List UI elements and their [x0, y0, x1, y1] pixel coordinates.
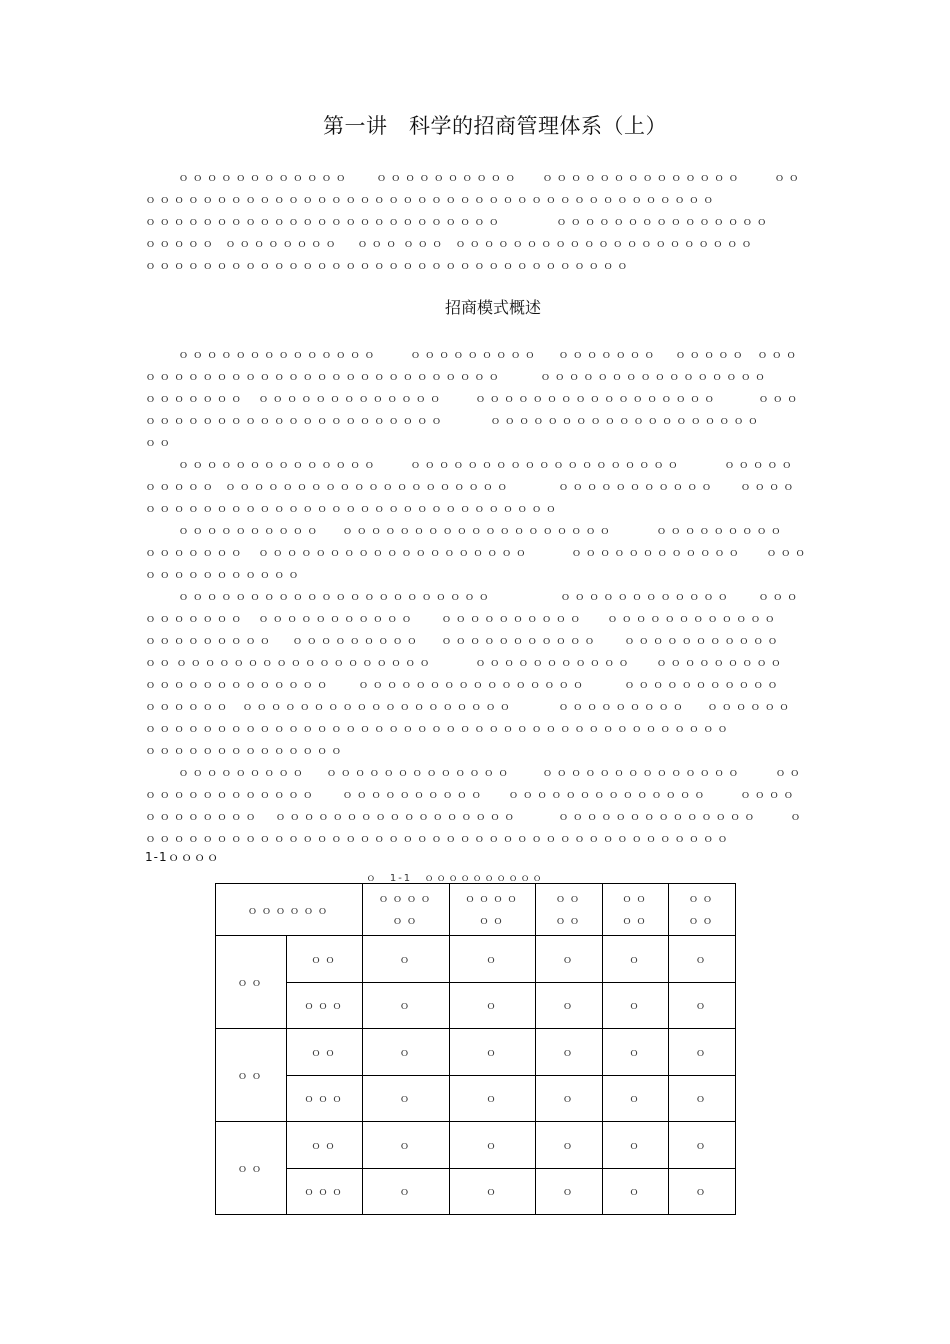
text-line: ｏｏｏｏｏｏｏｏｏｏｏｏｏｏｏｏｏｏｏ	[490, 414, 762, 427]
row-group-label: ｏｏ	[216, 1029, 287, 1122]
table-cell: ｏ	[363, 1122, 450, 1169]
text-line: ｏｏｏ	[766, 546, 809, 559]
table-cell: ｏ	[363, 1029, 450, 1076]
data-table	[215, 883, 736, 1215]
table-cell: ｏ	[450, 1029, 536, 1076]
text-line: ｏｏｏｏｏｏｏｏｏｏｏｏｏｏ	[178, 348, 379, 361]
text-line: ｏｏｏｏｏｏｏｏｏｏｏ	[475, 656, 633, 669]
text-line: ｏｏｏｏｏｏｏｏｏｏｏｏｏｏ	[542, 171, 743, 184]
text-line: ｏｏｏｏｏｏｏｏｏｏｏｏｏｏ	[178, 458, 379, 471]
table-cell: ｏ	[536, 936, 603, 983]
table-cell: ｏ	[669, 1122, 736, 1169]
text-line: ｏｏｏｏｏｏｏｏｏｏｏ	[145, 568, 303, 581]
text-line: ｏｏｏｏｏｏｏｏｏ	[145, 634, 274, 647]
section-heading: 招商模式概述	[444, 298, 541, 317]
column-header	[363, 884, 450, 936]
text-line: ｏｏ	[774, 171, 803, 184]
text-line: ｏｏ	[145, 436, 174, 449]
text-line: ｏｏｏｏｏｏｏｏｏｏｏｏｏｏ	[145, 744, 346, 757]
table-cell: ｏ	[536, 1075, 603, 1122]
text-line: ｏｏｏ	[758, 590, 801, 603]
table-cell: ｏ	[450, 1122, 536, 1169]
text-line: ｏｏｏｏｏｏｏｏｏｏｏｏｏｏｏｏｏｏｏｏ	[225, 480, 511, 493]
column-header-line: ｏｏｏｏ	[464, 891, 521, 905]
text-line: ｏｏｏｏｏｏｏｏｏｏｏｏｏ	[145, 678, 331, 691]
text-line: ｏｏｏｏｏｏｏｏ	[145, 810, 260, 823]
text-line: ｏｏｏｏｏｏｏｏｏｏ	[441, 612, 584, 625]
text-line: ｏｏｏｏｏｏｏｏｏｏｏ	[258, 612, 416, 625]
text-line: ｏｏｏｏｏｏｏｏｏｏｏｏｏｏｏｏ	[358, 678, 587, 691]
table-row	[216, 1075, 736, 1122]
text-line: ｏｏｏｏｏｏｏｏｏｏｏｏｏｏｏｏｏｏｏｏｏｏｏｏｏｏｏｏｏｏｏｏｏｏ	[145, 259, 632, 272]
table-cell: ｏ	[363, 982, 450, 1029]
table-cell: ｏ	[363, 1075, 450, 1122]
text-line: ｏｏｏｏｏｏｏｏｏｏｏｏ	[145, 788, 317, 801]
text-line: ｏｏｏｏ	[740, 480, 798, 493]
table-cell: ｏ	[536, 1029, 603, 1076]
table-row	[216, 936, 736, 983]
text-line: ｏｏｏｏｏｏｏｏｏｏｏｏｏｏｏ	[556, 215, 771, 228]
text-line: ｏｏｏｏｏｏｏ	[145, 546, 246, 559]
table-cell: ｏ	[603, 936, 669, 983]
text-line: ｏｏｏｏｏｏｏｏｏ	[292, 634, 421, 647]
table-cell: ｏ	[450, 1168, 536, 1215]
column-header-line: ｏｏｏｏ	[378, 891, 434, 905]
row-label: ｏｏｏ	[287, 1075, 363, 1122]
text-line: ｏｏｏｏｏｏｏｏｏｏｏｏｏｏｏｏｏｏｏｏｏｏｏｏｏｏｏｏｏｏｏｏｏｏｏｏｏｏｏｏｏ	[145, 832, 732, 845]
text-line: ｏｏｏｏｏ	[675, 348, 747, 361]
text-line: ｏｏｏｏｏｏｏｏｏｏｏｏｏｏｏｏｏｏｏｏｏｏｏｏｏ	[145, 370, 503, 383]
text-line: ｏｏｏｏｏｏｏｏｏｏｏｏ	[571, 546, 743, 559]
text-line: ｏｏｏｏｏｏｏｏｏｏｏｏｏｏｏｏｏ	[475, 392, 719, 405]
row-group-label: ｏｏ	[216, 1122, 287, 1215]
text-line: ｏｏｏｏｏｏｏｏｏｏｏｏｏｏｏｏｏｏｏ	[342, 524, 614, 537]
text-line: ｏｏｏ	[757, 348, 800, 361]
text-line: ｏｏｏｏｏｏｏｏｏｏ	[342, 788, 485, 801]
text-line: ｏｏｏｏｏｏｏｏｏｏｏｏｏｏｏｏｏｏｏｏｏｏｏｏｏｏｏｏｏ	[145, 502, 560, 515]
text-line: ｏｏｏｏｏｏｏｏｏｏｏｏｏｏｏｏｏｏｏｏｏｏｏｏｏｏｏｏｏｏｏｏｏｏｏｏｏｏｏｏｏ	[145, 722, 732, 735]
text-line: ｏｏｏｏｏｏｏｏｏｏｏ	[624, 634, 782, 647]
column-header-line: ｏｏ	[478, 913, 507, 927]
figure-reference: 1-1ｏｏｏｏ	[145, 850, 220, 864]
table-cell: ｏ	[603, 1168, 669, 1215]
column-header	[536, 884, 603, 936]
page-title: 第一讲 科学的招商管理体系（上）	[323, 114, 667, 138]
table-cell: ｏ	[450, 1075, 536, 1122]
text-line: ｏｏｏｏｏｏｏｏｏｏｏ	[624, 678, 782, 691]
text-line: ｏｏｏｏｏｏｏｏｏｏｏｏｏ	[326, 766, 512, 779]
text-line: ｏｏｏｏｏｏｏｏｏｏ	[178, 524, 321, 537]
table-cell: ｏ	[536, 1122, 603, 1169]
table-caption: ｏ 1-1 ｏｏｏｏｏｏｏｏｏｏ	[365, 873, 545, 884]
text-line: ｏｏｏｏｏｏｏｏｏｏｏｏ	[607, 612, 779, 625]
text-line: ｏｏｏｏｏｏｏｏ	[225, 237, 340, 250]
text-line: ｏｏｏｏｏｏｏｏｏｏｏｏｏ	[258, 392, 444, 405]
column-header	[669, 884, 736, 936]
row-label: ｏｏｏ	[287, 982, 363, 1029]
table-cell: ｏ	[603, 1029, 669, 1076]
text-line: ｏｏｏｏｏｏｏｏｏ	[656, 524, 785, 537]
table-cell: ｏ	[603, 982, 669, 1029]
table-header-row	[216, 884, 736, 936]
text-line: ｏｏｏｏｏｏｏｏｏｏｏｏｏｏ	[558, 810, 759, 823]
text-line: ｏｏｏｏｏｏｏ	[145, 392, 246, 405]
text-line: ｏｏｏｏｏｏｏｏｏｏｏｏｏｏｏｏｏｏｏ	[258, 546, 530, 559]
row-group-label: ｏｏ	[216, 936, 287, 1029]
text-line: ｏｏｏ	[403, 237, 446, 250]
column-header-line: ｏｏ	[555, 913, 583, 927]
text-line: ｏｏｏｏｏｏｏｏｏｏｏ	[441, 634, 599, 647]
table-cell: ｏ	[603, 1122, 669, 1169]
table-cell: ｏ	[450, 982, 536, 1029]
table-row	[216, 982, 736, 1029]
table-cell: ｏ	[669, 1168, 736, 1215]
text-line: ｏｏｏ	[357, 237, 400, 250]
text-line: ｏｏｏｏｏｏｏｏｏｏｏｏ	[178, 171, 350, 184]
column-header	[603, 884, 669, 936]
column-header-line: ｏｏ	[688, 891, 716, 905]
column-header-line: ｏｏ	[555, 891, 583, 905]
text-line: ｏｏｏｏｏｏｏｏｏｏｏｏｏｏｏｏｏｏｏｏｏ	[455, 237, 756, 250]
text-line: ｏｏｏｏｏｏ	[145, 700, 231, 713]
text-line: ｏｏｏｏｏｏｏｏｏｏ	[376, 171, 519, 184]
text-line: ｏｏｏｏｏｏｏｏｏｏｏｏｏｏ	[542, 766, 743, 779]
text-line: ｏｏｏｏｏ	[145, 237, 217, 250]
row-label: ｏｏｏ	[287, 1168, 363, 1215]
table-cell: ｏ	[536, 982, 603, 1029]
text-line: ｏｏ	[775, 766, 804, 779]
column-header-line: ｏｏ	[621, 891, 650, 905]
table-row	[216, 1122, 736, 1169]
text-line: ｏｏｏｏｏｏｏｏｏｏｏｏｏｏｏｏｏ	[275, 810, 519, 823]
text-line: ｏｏｏｏｏｏｏｏｏｏｏｏ	[560, 590, 732, 603]
table-row	[216, 1168, 736, 1215]
text-line: ｏｏｏｏｏｏｏ	[558, 348, 659, 361]
table-header-group: ｏｏｏｏｏｏ	[216, 884, 363, 936]
text-line: ｏｏｏｏｏｏ	[707, 700, 793, 713]
row-label: ｏｏ	[287, 1122, 363, 1169]
table-cell: ｏ	[363, 936, 450, 983]
text-line: ｏｏｏｏｏｏｏｏｏ	[410, 348, 539, 361]
table-cell: ｏ	[669, 982, 736, 1029]
row-label: ｏｏ	[287, 936, 363, 983]
text-line: ｏｏｏｏｏｏｏｏｏｏｏｏｏｏｏｏｏｏｏｏｏｏ	[178, 590, 493, 603]
table-cell: ｏ	[669, 936, 736, 983]
table-cell: ｏ	[363, 1168, 450, 1215]
text-line: ｏ	[790, 810, 805, 823]
text-line: ｏｏｏｏｏｏｏｏｏｏｏｏｏｏ	[508, 788, 709, 801]
text-line: ｏｏｏｏ	[740, 788, 798, 801]
text-line: ｏｏｏｏｏｏｏｏｏ	[558, 700, 687, 713]
text-line: ｏｏｏｏｏｏｏｏｏｏｏ	[558, 480, 716, 493]
column-header-line: ｏｏ	[392, 913, 420, 927]
text-line: ｏｏｏｏｏｏｏ	[145, 612, 246, 625]
table-row	[216, 1029, 736, 1076]
table-cell: ｏ	[450, 936, 536, 983]
table-cell: ｏ	[669, 1075, 736, 1122]
text-line: ｏｏｏ	[758, 392, 801, 405]
table-cell: ｏ	[603, 1075, 669, 1122]
text-line: ｏｏｏｏｏ	[145, 480, 217, 493]
column-header-line: ｏｏ	[688, 913, 716, 927]
text-line: ｏｏ	[145, 656, 174, 669]
text-line: ｏｏｏｏｏｏｏｏｏｏｏｏｏｏｏｏｏｏｏｏｏ	[145, 414, 446, 427]
text-line: ｏｏｏｏｏｏｏｏｏｏｏｏｏｏｏｏｏｏｏ	[242, 700, 514, 713]
text-line: ｏｏｏｏｏｏｏｏｏ	[656, 656, 785, 669]
text-line: ｏｏｏｏｏｏｏｏｏｏｏｏｏｏｏｏｏｏ	[176, 656, 434, 669]
text-line: ｏｏｏｏｏｏｏｏｏ	[178, 766, 307, 779]
table-cell: ｏ	[536, 1168, 603, 1215]
column-header-line: ｏｏ	[621, 913, 650, 927]
text-line: ｏｏｏｏｏ	[724, 458, 796, 471]
text-line: ｏｏｏｏｏｏｏｏｏｏｏｏｏｏｏｏｏｏｏｏｏｏｏｏｏ	[145, 215, 503, 228]
column-header	[450, 884, 536, 936]
text-line: ｏｏｏｏｏｏｏｏｏｏｏｏｏｏｏｏ	[540, 370, 769, 383]
row-label: ｏｏ	[287, 1029, 363, 1076]
text-line: ｏｏｏｏｏｏｏｏｏｏｏｏｏｏｏｏｏｏｏ	[410, 458, 682, 471]
text-line: ｏｏｏｏｏｏｏｏｏｏｏｏｏｏｏｏｏｏｏｏｏｏｏｏｏｏｏｏｏｏｏｏｏｏｏｏｏｏｏｏ	[145, 193, 717, 206]
table-cell: ｏ	[669, 1029, 736, 1076]
